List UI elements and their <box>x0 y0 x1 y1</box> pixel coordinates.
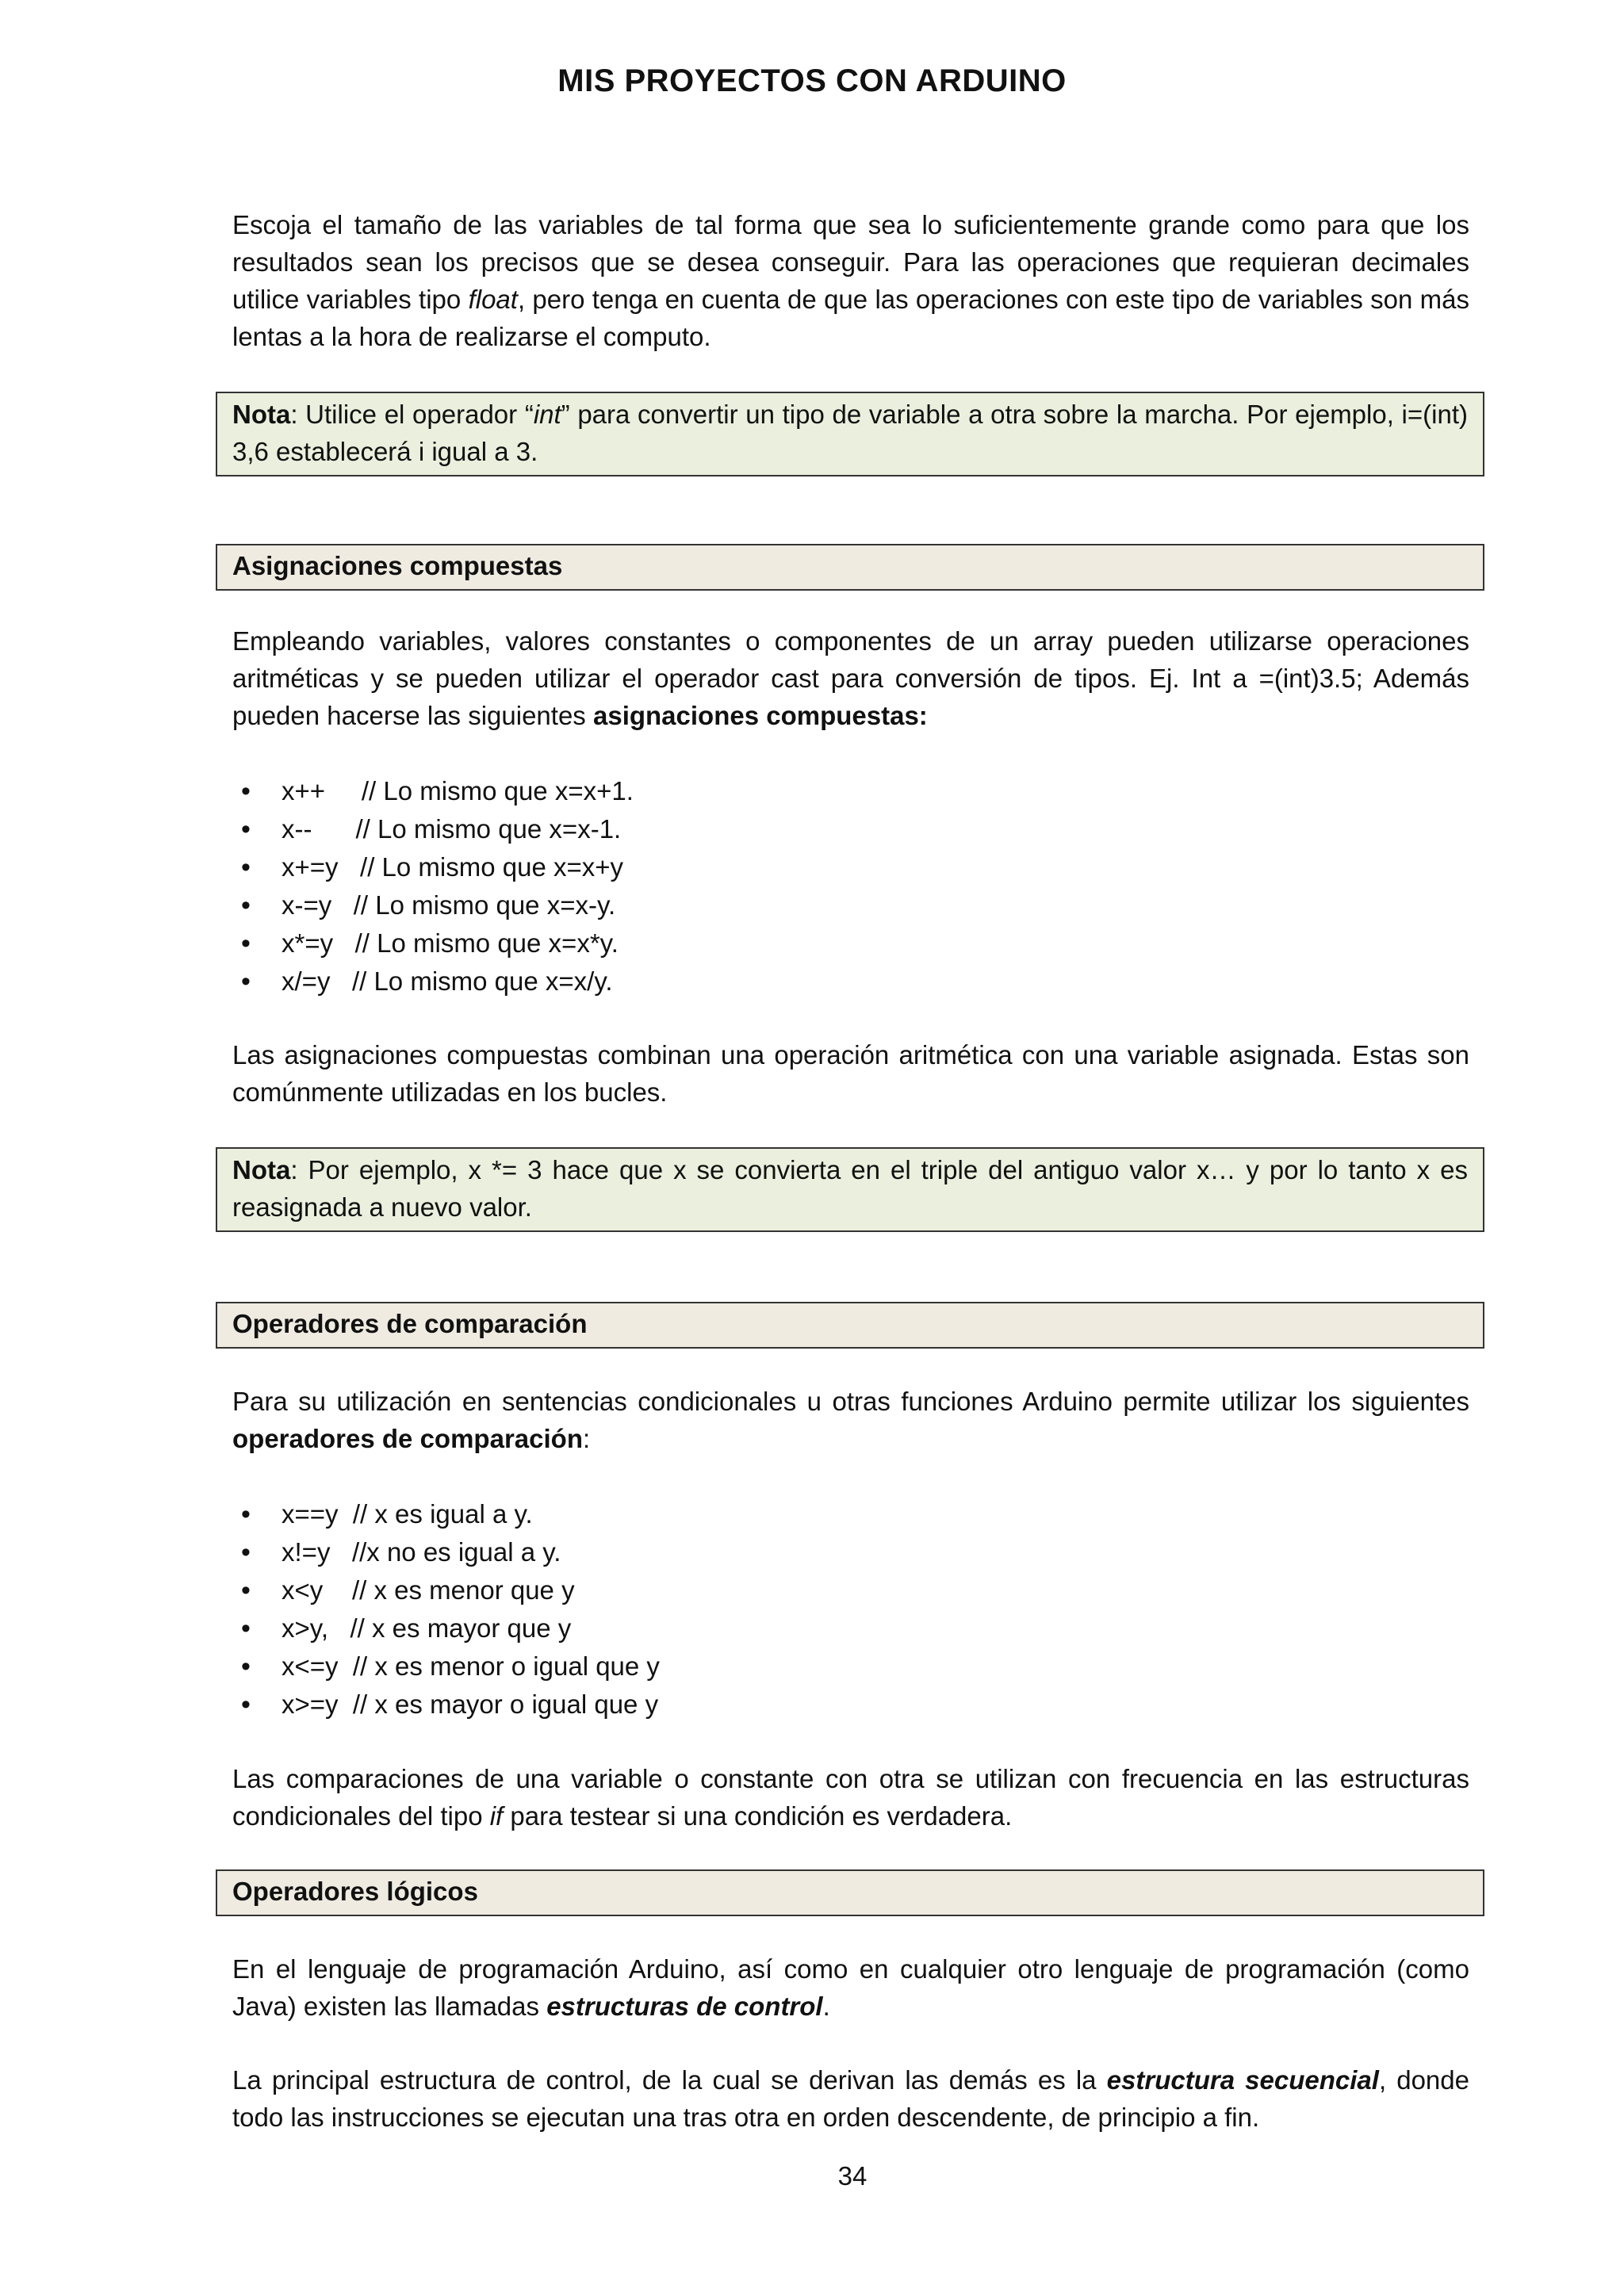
paragraph-bold: operadores de comparación <box>232 1424 583 1453</box>
paragraph-italic: if <box>489 1801 504 1831</box>
paragraph-text-end: , donde todo las instrucciones se ejecutan una tras otra en orden descendente, de principio a fin. <box>232 2065 1469 2132</box>
paragraph-text: Las comparaciones de una variable o constante con otra se utilizan con frecuencia en las estructuras condicionales del tipo <box>232 1764 1469 1831</box>
paragraph-bold-italic: estructuras de control <box>546 1992 823 2021</box>
note-label: Nota <box>232 1155 291 1184</box>
compound-assignment-list <box>282 772 634 1001</box>
list-item: • x>y, // x es mayor que y <box>282 1609 660 1647</box>
list-item: • x+=y // Lo mismo que x=x+y <box>282 848 634 886</box>
section1-paragraph-2 <box>232 1036 1469 1111</box>
paragraph-bold-italic: estructura secuencial <box>1106 2065 1379 2095</box>
paragraph-text-end: . <box>822 1992 830 2021</box>
paragraph-text-end: para testear si una condición es verdadera. <box>503 1801 1013 1831</box>
intro-text-end: , pero tenga en cuenta de que las operaciones con este tipo de variables son más lentas a la hora de realizarse el computo. <box>232 285 1469 351</box>
intro-paragraph <box>232 206 1469 355</box>
section-heading-comparacion: Operadores de comparación <box>216 1302 1484 1349</box>
paragraph-text: En el lenguaje de programación Arduino, así como en cualquier otro lenguaje de programación (como Java) existen las llamadas <box>232 1954 1469 2021</box>
paragraph-bold: asignaciones compuestas: <box>592 701 928 730</box>
section1-paragraph-1 <box>232 622 1469 734</box>
list-item: • x*=y // Lo mismo que x=x*y. <box>282 924 634 962</box>
comparison-operator-list <box>282 1495 660 1724</box>
page-number: 34 <box>837 2161 868 2191</box>
section3-paragraph-1 <box>232 1950 1469 2025</box>
paragraph-text: Las asignaciones compuestas combinan una operación aritmética con una variable asignada. Estas son comúnmente utilizadas en los bucles. <box>232 1040 1469 1107</box>
note-text: : Utilice el operador “ <box>290 400 534 429</box>
paragraph-text: Para su utilización en sentencias condicionales u otras funciones Arduino permite utilizar los siguientes <box>232 1387 1469 1416</box>
note-italic: int <box>533 400 561 429</box>
section2-paragraph-2 <box>232 1760 1469 1835</box>
section-heading-logicos: Operadores lógicos <box>216 1869 1484 1916</box>
note-text-end: ” para convertir un tipo de variable a otra sobre la marcha. Por ejemplo, i=(int) 3,6 establecerá i igual a 3. <box>232 400 1468 466</box>
list-item: • x/=y // Lo mismo que x=x/y. <box>282 962 634 1001</box>
note-text: : Por ejemplo, x *= 3 hace que x se convierta en el triple del antiguo valor x… y por lo tanto x es reasignada a nuevo valor. <box>232 1155 1468 1222</box>
list-item: • x-- // Lo mismo que x=x-1. <box>282 810 634 848</box>
list-item: • x<=y // x es menor o igual que y <box>282 1647 660 1686</box>
paragraph-text-end: : <box>582 1424 591 1453</box>
intro-text: Escoja el tamaño de las variables de tal forma que sea lo suficientemente grande como para que los resultados sean los precisos que se desea conseguir. Para las operaciones que requieran decimales utilice variables tipo <box>232 210 1469 314</box>
list-item: • x++ // Lo mismo que x=x+1. <box>282 772 634 810</box>
list-item: • x!=y //x no es igual a y. <box>282 1533 660 1571</box>
list-item: • x>=y // x es mayor o igual que y <box>282 1686 660 1724</box>
section3-paragraph-2 <box>232 2061 1469 2136</box>
list-item: • x==y // x es igual a y. <box>282 1495 660 1533</box>
section-heading-asignaciones: Asignaciones compuestas <box>216 544 1484 591</box>
list-item: • x-=y // Lo mismo que x=x-y. <box>282 886 634 924</box>
note-box-1 <box>216 392 1484 476</box>
paragraph-text: La principal estructura de control, de la cual se derivan las demás es la <box>232 2065 1107 2095</box>
section2-paragraph-1 <box>232 1383 1469 1457</box>
paragraph-text: Empleando variables, valores constantes o componentes de un array pueden utilizarse operaciones aritméticas y se pueden utilizar el operador cast para conversión de tipos. Ej. Int a =(int)3.5; Además pueden hacerse las siguientes <box>232 626 1469 730</box>
page-title: MIS PROYECTOS CON ARDUINO <box>557 63 1067 98</box>
intro-italic: float <box>468 285 518 314</box>
list-item: • x<y // x es menor que y <box>282 1571 660 1609</box>
note-box-2 <box>216 1147 1484 1232</box>
note-label: Nota <box>232 400 291 429</box>
